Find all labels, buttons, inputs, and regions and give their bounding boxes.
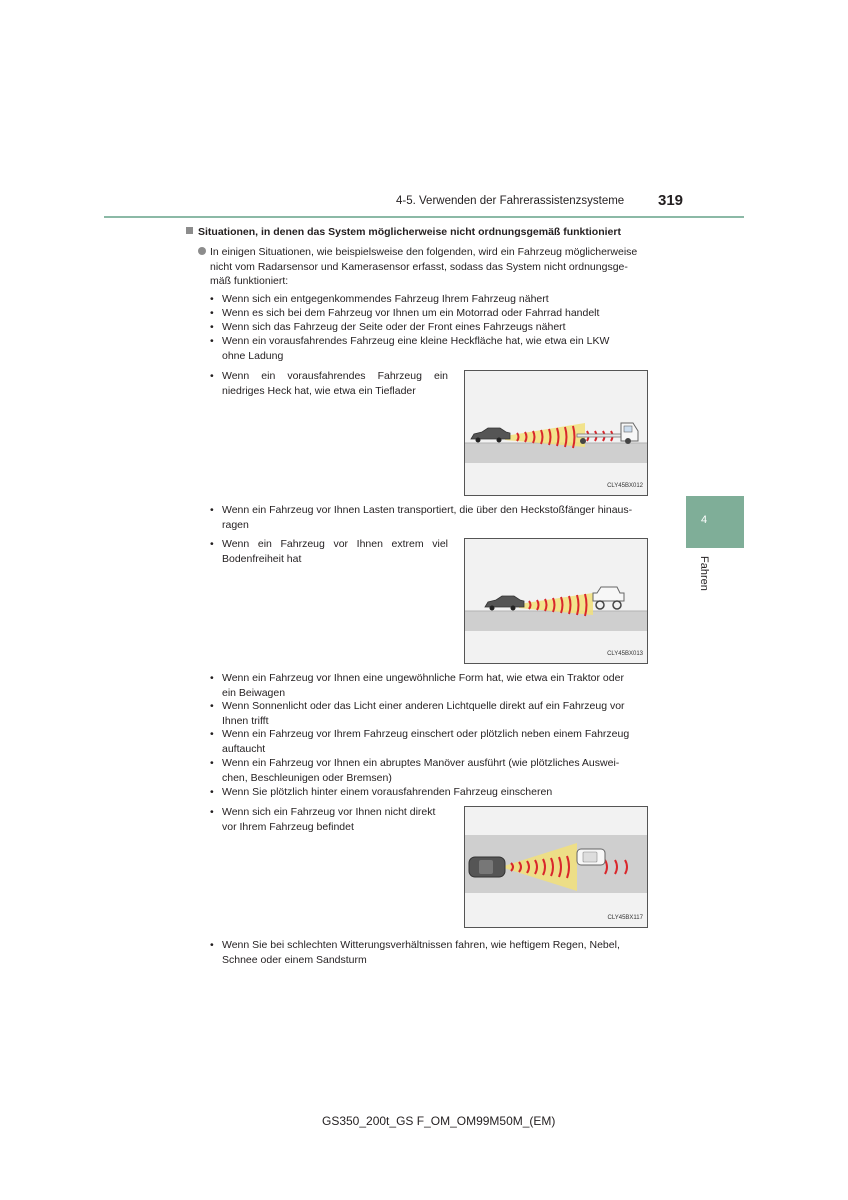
bullet-icon: • [210, 672, 214, 684]
bullet-icon: • [210, 757, 214, 769]
illustration-offset-vehicle [465, 807, 647, 927]
square-bullet-icon [186, 227, 193, 234]
figure-high-clearance-vehicle [464, 538, 648, 664]
list-item-text-cont: Ihnen trifft [222, 714, 269, 727]
list-item-text: Wenn sich ein Fahrzeug vor Ihnen nicht direkt [222, 806, 436, 818]
intro-line-1: In einigen Situationen, wie beispielsweise den folgenden, wird ein Fahrzeug möglicherweise [210, 246, 638, 258]
list-item-text: Wenn ein Fahrzeug vor Ihnen extrem viel [222, 538, 448, 550]
section-heading-text: Situationen, in denen das System möglicherweise nicht ordnungsgemäß funktioniert [198, 226, 621, 238]
list-item [210, 805, 454, 834]
list-item-text: Wenn ein vorausfahrendes Fahrzeug ein [222, 370, 448, 382]
intro-line-3: mäß funktioniert: [210, 275, 289, 287]
list-item-text: Wenn sich ein entgegenkommendes Fahrzeug Ihrem Fahrzeug nähert [222, 293, 549, 305]
list-item-text-cont: chen, Beschleunigen oder Bremsen) [222, 771, 392, 784]
bullet-icon: • [210, 728, 214, 740]
running-header-title: 4-5. Verwenden der Fahrerassistenzsysteme [396, 195, 625, 207]
list-item-text-cont: Bodenfreiheit hat [222, 552, 302, 565]
illustration-low-rear-truck [465, 371, 647, 495]
list-item-text-cont: auftaucht [222, 742, 266, 755]
bullet-icon: • [210, 806, 214, 818]
circle-bullet-icon [198, 247, 206, 255]
list-item [210, 292, 549, 307]
list-item-text: Wenn ein vorausfahrendes Fahrzeug eine kleine Heckfläche hat, wie etwa ein LKW [222, 335, 610, 347]
list-item [210, 369, 448, 398]
bullet-icon: • [210, 321, 214, 333]
list-item [210, 306, 600, 321]
figure-caption: CLY45BX013 [607, 651, 643, 657]
figure-caption: CLY45BX012 [607, 483, 643, 489]
list-item-text: Wenn ein Fahrzeug vor Ihnen ein abruptes Manöver ausführt (wie plötzliches Auswei- [222, 757, 620, 769]
list-item [210, 671, 659, 700]
figure-low-rear-truck [464, 370, 648, 496]
list-item [210, 537, 448, 566]
figure-caption: CLY45BX117 [607, 915, 643, 921]
bullet-icon: • [210, 786, 214, 798]
footer-document-code: GS350_200t_GS F_OM_OM99M50M_(EM) [322, 1114, 556, 1128]
list-item [210, 785, 553, 800]
chapter-tab [686, 496, 744, 548]
bullet-icon: • [210, 700, 214, 712]
list-item-text: Wenn Sonnenlicht oder das Licht einer anderen Lichtquelle direkt auf ein Fahrzeug vor [222, 700, 625, 712]
list-item-text-cont: vor Ihrem Fahrzeug befindet [222, 820, 354, 833]
list-item-text: Wenn ein Fahrzeug vor Ihnen Lasten transportiert, die über den Heckstoßfänger hinaus- [222, 504, 633, 516]
list-item-text-cont: ragen [222, 518, 249, 531]
list-item-text-cont: niedriges Heck hat, wie etwa ein Tieflader [222, 384, 416, 397]
list-item-text: Wenn es sich bei dem Fahrzeug vor Ihnen um ein Motorrad oder Fahrrad handelt [222, 307, 600, 319]
list-item [210, 503, 659, 532]
intro-line-2: nicht vom Radarsensor und Kamerasensor erfasst, sodass das System nicht ordnungsge- [210, 260, 628, 273]
bullet-icon: • [210, 307, 214, 319]
list-item-text: Wenn Sie plötzlich hinter einem vorausfahrenden Fahrzeug einscheren [222, 786, 553, 798]
list-item [210, 756, 659, 785]
chapter-tab-number: 4 [701, 514, 708, 526]
list-item [210, 320, 566, 335]
list-item-text: Wenn ein Fahrzeug vor Ihrem Fahrzeug einschert oder plötzlich neben einem Fahrzeug [222, 728, 630, 740]
list-item [210, 938, 659, 967]
intro-paragraph [198, 245, 662, 289]
header-rule [104, 216, 744, 218]
list-item-text-cont: ein Beiwagen [222, 686, 286, 699]
bullet-icon: • [210, 538, 214, 550]
figure-offset-vehicle [464, 806, 648, 928]
list-item-text-cont: Schnee oder einem Sandsturm [222, 953, 367, 966]
section-heading [186, 226, 621, 238]
bullet-icon: • [210, 939, 214, 951]
illustration-high-clearance-vehicle [465, 539, 647, 663]
bullet-icon: • [210, 293, 214, 305]
list-item-text: Wenn sich das Fahrzeug der Seite oder der Front eines Fahrzeugs nähert [222, 321, 566, 333]
list-item-text: Wenn Sie bei schlechten Witterungsverhältnissen fahren, wie heftigem Regen, Nebel, [222, 939, 620, 951]
list-item-text: Wenn ein Fahrzeug vor Ihnen eine ungewöhnliche Form hat, wie etwa ein Traktor oder [222, 672, 624, 684]
list-item [210, 727, 659, 756]
page-number: 319 [658, 192, 684, 209]
bullet-icon: • [210, 370, 214, 382]
bullet-icon: • [210, 335, 214, 347]
chapter-tab-label: Fahren [698, 556, 710, 591]
bullet-icon: • [210, 504, 214, 516]
list-item [210, 699, 659, 728]
list-item [210, 334, 659, 363]
list-item-text-cont: ohne Ladung [222, 349, 284, 362]
